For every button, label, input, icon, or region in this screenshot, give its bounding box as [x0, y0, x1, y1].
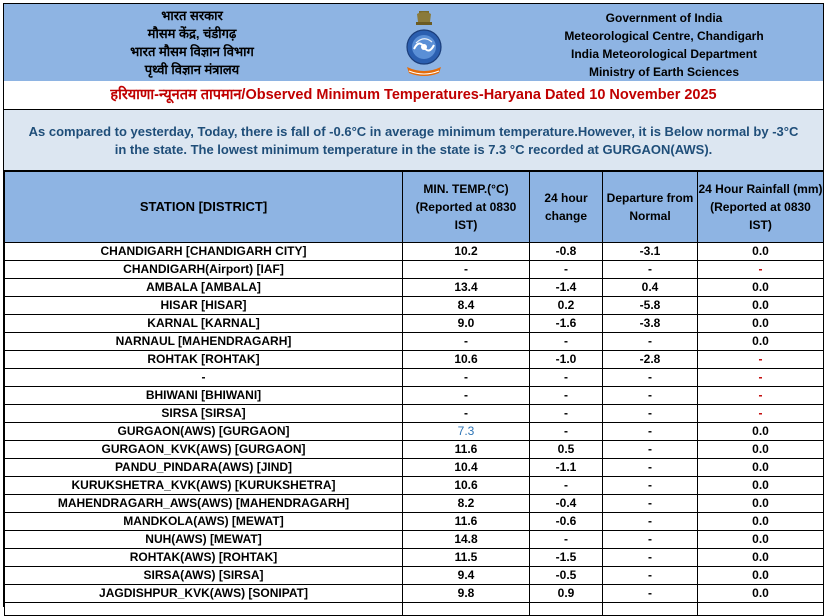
departure-cell: 0.4	[603, 279, 698, 297]
departure-cell: -	[603, 333, 698, 351]
change-cell: -	[530, 261, 603, 279]
table-row	[5, 477, 824, 495]
rainfall-cell: -	[698, 405, 824, 423]
min-temp-cell: -	[403, 405, 530, 423]
rainfall-cell: 0.0	[698, 585, 824, 603]
change-cell: 0.2	[530, 297, 603, 315]
table-row	[5, 351, 824, 369]
rainfall-cell: -	[698, 387, 824, 405]
column-header-min-temp	[403, 172, 530, 243]
min-temp-cell: 11.6	[403, 513, 530, 531]
table-row	[5, 423, 824, 441]
rainfall-cell: 0.0	[698, 243, 824, 261]
station-cell: MANDKOLA(AWS) [MEWAT]	[5, 513, 403, 531]
station-cell: KARNAL [KARNAL]	[5, 315, 403, 333]
english-line: Meteorological Centre, Chandigarh	[564, 29, 764, 43]
table-row	[5, 387, 824, 405]
min-temp-cell: -	[403, 387, 530, 405]
hindi-line: भारत मौसम विज्ञान विभाग	[130, 44, 254, 59]
report-header	[4, 4, 823, 82]
table-row	[5, 531, 824, 549]
station-cell: ROHTAK(AWS) [ROHTAK]	[5, 549, 403, 567]
column-header-departure	[603, 172, 698, 243]
english-line: India Meteorological Department	[570, 47, 758, 61]
hindi-org-block	[106, 7, 278, 79]
change-cell: -1.5	[530, 549, 603, 567]
rainfall-cell: 0.0	[698, 459, 824, 477]
header-line: (Reported at 0830 IST)	[415, 200, 517, 232]
min-temp-cell: 13.4	[403, 279, 530, 297]
imd-emblem-icon	[402, 9, 446, 79]
departure-cell: -	[603, 459, 698, 477]
report-sheet	[3, 3, 824, 607]
change-cell: -1.4	[530, 279, 603, 297]
departure-cell: -	[603, 567, 698, 585]
rainfall-cell: 0.0	[698, 333, 824, 351]
departure-cell: -5.8	[603, 297, 698, 315]
rainfall-cell: 0.0	[698, 513, 824, 531]
departure-cell: -	[603, 441, 698, 459]
spacer-row	[5, 603, 824, 616]
hindi-line: पृथ्वी विज्ञान मंत्रालय	[144, 62, 240, 77]
table-row	[5, 369, 824, 387]
hindi-line: मौसम केंद्र, चंडीगढ़	[147, 26, 237, 41]
change-cell: -	[530, 477, 603, 495]
departure-cell: -2.8	[603, 351, 698, 369]
change-cell: -	[530, 531, 603, 549]
table-row	[5, 243, 824, 261]
table-row	[5, 513, 824, 531]
station-cell: SIRSA [SIRSA]	[5, 405, 403, 423]
station-cell: MAHENDRAGARH_AWS(AWS) [MAHENDRAGARH]	[5, 495, 403, 513]
rainfall-cell: -	[698, 261, 824, 279]
change-cell: -0.4	[530, 495, 603, 513]
column-header-rainfall	[698, 172, 824, 243]
departure-cell: -	[603, 405, 698, 423]
departure-cell: -	[603, 495, 698, 513]
departure-cell: -	[603, 369, 698, 387]
min-temp-cell: 9.8	[403, 585, 530, 603]
table-row	[5, 495, 824, 513]
table-row	[5, 333, 824, 351]
departure-cell: -	[603, 585, 698, 603]
min-temp-cell: 8.2	[403, 495, 530, 513]
hindi-line: भारत सरकार	[161, 8, 223, 23]
min-temp-cell: 10.2	[403, 243, 530, 261]
station-cell: CHANDIGARH(Airport) [IAF]	[5, 261, 403, 279]
min-temp-cell: -	[403, 369, 530, 387]
table-row	[5, 441, 824, 459]
station-cell: KURUKSHETRA_KVK(AWS) [KURUKSHETRA]	[5, 477, 403, 495]
header-line: Departure from	[606, 191, 694, 205]
rainfall-cell: 0.0	[698, 549, 824, 567]
header-line: (Reported at 0830 IST)	[710, 200, 811, 232]
table-row	[5, 315, 824, 333]
min-temp-cell: 9.4	[403, 567, 530, 585]
rainfall-cell: 0.0	[698, 477, 824, 495]
departure-cell: -3.8	[603, 315, 698, 333]
table-row	[5, 279, 824, 297]
station-cell: NUH(AWS) [MEWAT]	[5, 531, 403, 549]
change-cell: -0.8	[530, 243, 603, 261]
station-cell: AMBALA [AMBALA]	[5, 279, 403, 297]
departure-cell: -	[603, 423, 698, 441]
station-rows	[5, 243, 824, 616]
departure-cell: -3.1	[603, 243, 698, 261]
rainfall-cell: -	[698, 369, 824, 387]
min-temp-cell: -	[403, 261, 530, 279]
change-cell: -0.6	[530, 513, 603, 531]
min-temp-cell: 14.8	[403, 531, 530, 549]
change-cell: -0.5	[530, 567, 603, 585]
min-temp-cell: 10.4	[403, 459, 530, 477]
header-line: MIN. TEMP.(°C)	[423, 182, 509, 196]
english-line: Ministry of Earth Sciences	[588, 65, 740, 79]
header-line: Normal	[629, 209, 671, 223]
departure-cell: -	[603, 531, 698, 549]
change-cell: -	[530, 405, 603, 423]
station-cell: PANDU_PINDARA(AWS) [JIND]	[5, 459, 403, 477]
change-cell: -	[530, 369, 603, 387]
min-temp-cell: 9.0	[403, 315, 530, 333]
rainfall-cell: 0.0	[698, 315, 824, 333]
departure-cell: -	[603, 477, 698, 495]
rainfall-cell: 0.0	[698, 423, 824, 441]
departure-cell: -	[603, 513, 698, 531]
station-cell: HISAR [HISAR]	[5, 297, 403, 315]
change-cell: -1.0	[530, 351, 603, 369]
station-cell: -	[5, 369, 403, 387]
rainfall-cell: -	[698, 351, 824, 369]
station-cell: CHANDIGARH [CHANDIGARH CITY]	[5, 243, 403, 261]
change-cell: 0.5	[530, 441, 603, 459]
rainfall-cell: 0.0	[698, 567, 824, 585]
report-title: हरियाणा-न्यूनतम तापमान/Observed Minimum Temperatures-Haryana Dated 10 November 2025	[4, 81, 823, 110]
min-temp-cell: 7.3	[403, 423, 530, 441]
min-temp-cell: 11.5	[403, 549, 530, 567]
column-header-station: STATION [DISTRICT]	[5, 172, 403, 243]
english-org-block	[564, 9, 764, 81]
change-cell: -1.6	[530, 315, 603, 333]
change-cell: -	[530, 387, 603, 405]
table-header-row	[5, 172, 824, 243]
departure-cell: -	[603, 261, 698, 279]
rainfall-cell: 0.0	[698, 279, 824, 297]
station-cell: BHIWANI [BHIWANI]	[5, 387, 403, 405]
table-row	[5, 405, 824, 423]
min-temp-cell: 11.6	[403, 441, 530, 459]
table-row	[5, 549, 824, 567]
english-line: Government of India	[605, 11, 723, 25]
station-cell: GURGAON(AWS) [GURGAON]	[5, 423, 403, 441]
column-header-24h-change	[530, 172, 603, 243]
rainfall-cell: 0.0	[698, 495, 824, 513]
header-line: 24 hour	[544, 191, 588, 205]
station-cell: NARNAUL [MAHENDRAGARH]	[5, 333, 403, 351]
station-table	[4, 171, 824, 616]
rainfall-cell: 0.0	[698, 441, 824, 459]
change-cell: 0.9	[530, 585, 603, 603]
min-temp-cell: 10.6	[403, 351, 530, 369]
departure-cell: -	[603, 387, 698, 405]
min-temp-cell: 10.6	[403, 477, 530, 495]
table-row	[5, 297, 824, 315]
station-cell: GURGAON_KVK(AWS) [GURGAON]	[5, 441, 403, 459]
rainfall-cell: 0.0	[698, 297, 824, 315]
header-line: change	[544, 209, 587, 223]
departure-cell: -	[603, 549, 698, 567]
table-row	[5, 459, 824, 477]
min-temp-cell: -	[403, 333, 530, 351]
header-line: 24 Hour Rainfall (mm)	[698, 182, 823, 196]
station-cell: ROHTAK [ROHTAK]	[5, 351, 403, 369]
temperature-summary: As compared to yesterday, Today, there is fall of -0.6°C in average minimum temperature.However, it is Below normal by -3°C in the state. The lowest minimum temperature in the state is 7.3 °C recorded at GURGAON(AWS).	[4, 110, 823, 171]
rainfall-cell: 0.0	[698, 531, 824, 549]
table-row	[5, 261, 824, 279]
table-row	[5, 567, 824, 585]
station-cell: JAGDISHPUR_KVK(AWS) [SONIPAT]	[5, 585, 403, 603]
min-temp-cell: 8.4	[403, 297, 530, 315]
change-cell: -	[530, 423, 603, 441]
table-row	[5, 585, 824, 603]
change-cell: -1.1	[530, 459, 603, 477]
station-cell: SIRSA(AWS) [SIRSA]	[5, 567, 403, 585]
change-cell: -	[530, 333, 603, 351]
